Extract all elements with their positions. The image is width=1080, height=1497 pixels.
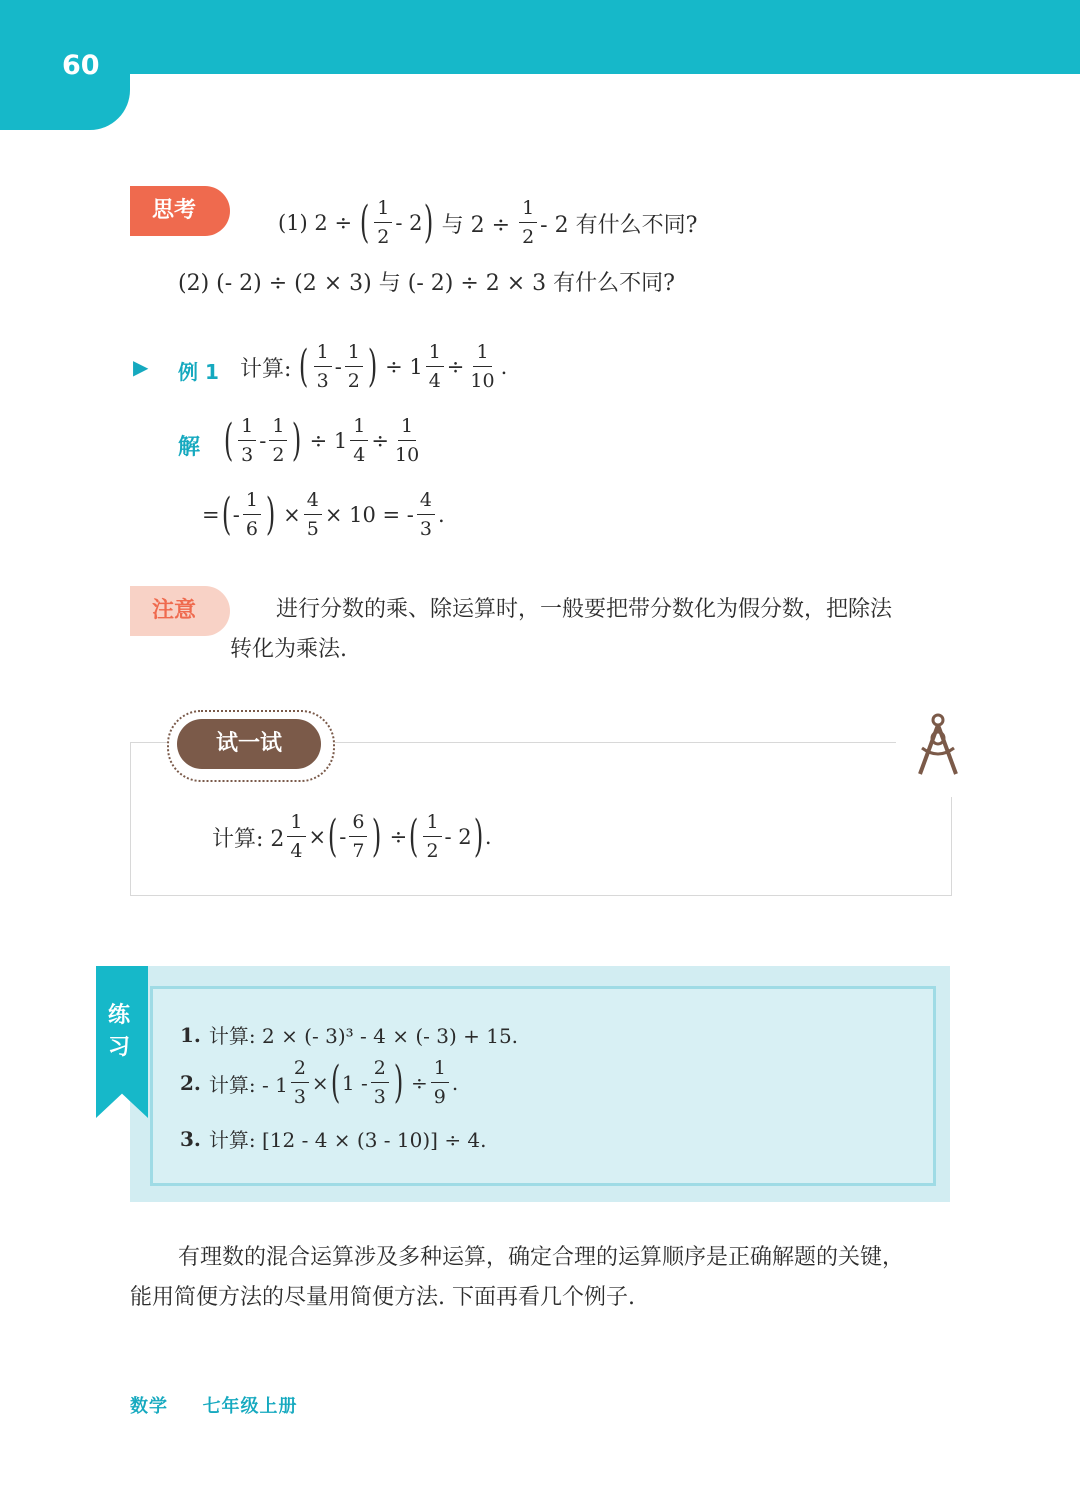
divide-sign: ÷ bbox=[410, 1071, 428, 1095]
item-text: 计算: [12 - 4 × (3 - 10)] ÷ 4. bbox=[208, 1128, 487, 1152]
left-paren: ( bbox=[327, 811, 338, 862]
item-text: 计算: 2 × (- 3)³ - 4 × (- 3) + 15. bbox=[208, 1024, 519, 1048]
q1-end: - 2 有什么不同? bbox=[540, 212, 698, 238]
fraction: $\frac{1}{4}$ bbox=[287, 812, 305, 862]
item-number: 1. bbox=[180, 1022, 201, 1047]
fraction: $\frac{1}{3}$ bbox=[238, 416, 256, 466]
right-paren: ) bbox=[473, 811, 483, 862]
right-paren: ) bbox=[372, 811, 382, 862]
exercise-item-3 bbox=[180, 1124, 487, 1153]
divide-sign: ÷ bbox=[389, 825, 408, 849]
fraction: $\frac{4}{5}$ bbox=[304, 490, 322, 540]
page-number: 60 bbox=[62, 50, 100, 81]
minus-sign: - bbox=[334, 355, 342, 379]
note-line-2: 转化为乘法. bbox=[230, 637, 347, 662]
divide-one: ÷ 1 bbox=[385, 355, 423, 379]
note-tag: 注意 bbox=[130, 586, 230, 636]
compass-icon bbox=[912, 710, 964, 780]
fraction: $\frac{1}{2}$ bbox=[423, 812, 441, 862]
fraction: $\frac{1}{6}$ bbox=[243, 490, 261, 540]
fraction: $\frac{1}{2}$ bbox=[269, 416, 287, 466]
fraction: $\frac{1}{9}$ bbox=[431, 1058, 449, 1108]
minus-sign: - bbox=[259, 429, 267, 453]
right-paren: ) bbox=[292, 415, 302, 466]
left-paren: ( bbox=[330, 1057, 340, 1108]
times-ten: × 10 = - bbox=[324, 503, 414, 527]
q1-label: (1) 2 ÷ bbox=[278, 211, 353, 235]
think-question-1 bbox=[278, 198, 697, 248]
try-tag: 试一试 bbox=[177, 719, 321, 769]
period: . bbox=[451, 1071, 459, 1095]
times-sign: × bbox=[283, 503, 301, 527]
minus-sign: - bbox=[339, 825, 347, 849]
item-number: 2. bbox=[180, 1071, 201, 1095]
divide-sign: ÷ bbox=[371, 429, 389, 453]
example-problem bbox=[240, 342, 507, 392]
footer-subject: 数学 bbox=[130, 1396, 168, 1417]
left-paren: ( bbox=[299, 341, 309, 392]
example-marker-icon: ▶ bbox=[133, 355, 149, 379]
fraction: $\frac{1}{2}$ bbox=[345, 342, 363, 392]
closing-line-2: 能用简便方法的尽量用简便方法. 下面再看几个例子. bbox=[130, 1285, 635, 1310]
example-label: 例 1 bbox=[178, 360, 219, 384]
right-paren: ) bbox=[265, 489, 276, 540]
right-paren: ) bbox=[424, 197, 434, 248]
fraction: $\frac{1}{10}$ bbox=[394, 415, 420, 466]
fraction: $\frac{1}{2}$ bbox=[519, 198, 537, 248]
fraction: $\frac{2}{3}$ bbox=[291, 1058, 309, 1108]
left-paren: ( bbox=[409, 811, 419, 862]
note-line-1: 进行分数的乘、除运算时，一般要把带分数化为假分数，把除法 bbox=[276, 597, 893, 622]
minus-sign: - bbox=[232, 503, 240, 527]
fraction: $\frac{1}{4}$ bbox=[426, 342, 444, 392]
example-prompt: 计算: bbox=[240, 356, 292, 382]
left-paren: ( bbox=[359, 197, 370, 248]
fraction: $\frac{1}{3}$ bbox=[314, 342, 332, 392]
item-number: 3. bbox=[180, 1126, 201, 1151]
exercise-item-2 bbox=[180, 1058, 458, 1108]
one-minus: 1 - bbox=[341, 1071, 368, 1095]
period: . bbox=[484, 825, 492, 849]
footer-grade: 七年级上册 bbox=[202, 1396, 298, 1417]
fraction: $\frac{1}{2}$ bbox=[374, 198, 392, 248]
exercise-item-1 bbox=[180, 1020, 518, 1049]
think-question-2: (2) (- 2) ÷ (2 × 3) 与 (- 2) ÷ 2 × 3 有什么不同? bbox=[178, 271, 675, 296]
solution-line-1 bbox=[222, 416, 425, 466]
fraction: $\frac{1}{10}$ bbox=[470, 341, 495, 392]
closing-line-1: 有理数的混合运算涉及多种运算，确定合理的运算顺序是正确解题的关键， bbox=[178, 1245, 905, 1270]
exercise-ribbon-label: 练习 bbox=[108, 1003, 131, 1060]
q1-after: - 2 bbox=[395, 211, 423, 235]
right-paren: ) bbox=[367, 341, 378, 392]
think-tag: 思考 bbox=[130, 186, 230, 236]
solution-label: 解 bbox=[178, 435, 201, 460]
try-problem bbox=[212, 812, 492, 862]
footer bbox=[130, 1392, 298, 1418]
divide-one: ÷ 1 bbox=[309, 429, 348, 453]
times-sign: × bbox=[308, 825, 327, 849]
times-sign: × bbox=[311, 1071, 329, 1095]
q1-mid: 与 2 ÷ bbox=[441, 212, 511, 238]
equals-sign: = bbox=[202, 503, 220, 527]
left-paren: ( bbox=[223, 415, 234, 466]
minus-two: - 2 bbox=[444, 825, 472, 849]
fraction: $\frac{2}{3}$ bbox=[371, 1058, 389, 1108]
solution-line-2 bbox=[202, 490, 445, 540]
header-band bbox=[0, 0, 1080, 74]
item-prefix: 计算: - 1 bbox=[208, 1072, 288, 1097]
right-paren: ) bbox=[393, 1057, 404, 1108]
fraction: $\frac{1}{4}$ bbox=[350, 416, 368, 466]
period: . bbox=[438, 503, 445, 527]
divide-sign: ÷ bbox=[446, 355, 465, 379]
left-paren: ( bbox=[221, 489, 231, 540]
try-prompt: 计算: 2 bbox=[212, 826, 285, 852]
fraction: $\frac{4}{3}$ bbox=[417, 490, 435, 540]
period: . bbox=[500, 355, 508, 379]
fraction: $\frac{6}{7}$ bbox=[349, 812, 367, 862]
